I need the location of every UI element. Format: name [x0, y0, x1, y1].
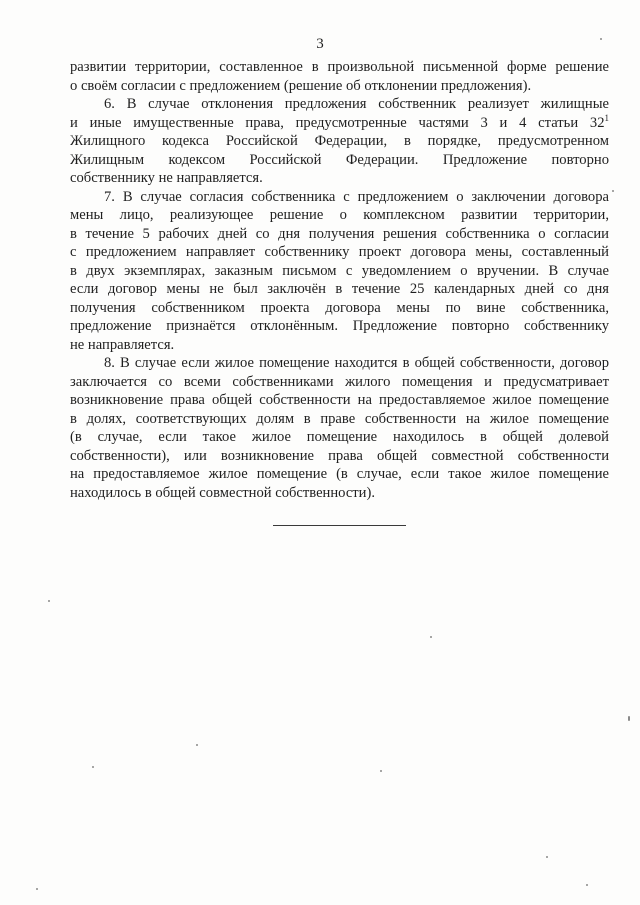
text-line-with-superscript: [70, 114, 609, 133]
text-line: возникновение права общей собственности на предоставляемое жилое помещение: [70, 392, 609, 408]
text-line: Жилищным кодексом Российской Федерации. Предложение повторно: [70, 151, 609, 168]
text-line: 6. В случае отклонения предложения собственник реализует жилищные: [104, 96, 609, 112]
text-line: не направляется.: [70, 336, 175, 353]
scan-speck: [196, 744, 198, 746]
scan-speck: [600, 38, 602, 40]
paragraph-6: [70, 95, 609, 188]
text-line: с предложением направляет собственнику проект договора мены, составленный: [70, 244, 609, 260]
text-line: о своём согласии с предложением (решение об отклонении предложения).: [70, 77, 532, 94]
scan-speck: [546, 856, 548, 858]
text-line: собственнику не направляется.: [70, 170, 263, 186]
text-line: в двух экземплярах, заказным письмом с уведомлением о вручении. В случае: [70, 262, 609, 279]
scan-speck: [48, 600, 50, 602]
text-line: Жилищного кодекса Российской Федерации, в порядке, предусмотренном: [70, 133, 609, 149]
text-line: если договор мены не был заключён в течение 25 календарных дней со дня: [70, 281, 609, 297]
end-of-text-rule: [273, 525, 406, 526]
text-line: мены лицо, реализующее решение о комплексном развитии территории,: [70, 207, 609, 223]
scan-speck: [612, 190, 614, 192]
scan-speck: [380, 770, 382, 772]
text-line: (в случае, если такое жилое помещение находилось в общей долевой: [70, 429, 609, 445]
document-body: [70, 58, 609, 502]
paragraph-8: [70, 354, 609, 502]
scan-speck: [586, 884, 588, 886]
page-number: 3: [316, 36, 324, 52]
text-line: находилось в общей совместной собственности).: [70, 484, 376, 501]
text-line: получения собственником проекта договора мены по вине собственника,: [70, 299, 609, 316]
text-line: на предоставляемое жилое помещение (в случае, если такое жилое помещение: [70, 466, 609, 482]
text-line: собственности), или возникновение права общей совместной собственности: [70, 447, 609, 464]
scan-speck: [36, 888, 38, 890]
paragraph-7: [70, 188, 609, 355]
text-line: 7. В случае согласия собственника с предложением о заключении договора: [104, 188, 609, 205]
text-fragment: и иные имущественные права, предусмотренные частями 3 и 4 статьи 32: [70, 114, 605, 131]
text-line: в течение 5 рабочих дней со дня получения решения собственника о согласии: [70, 225, 609, 242]
text-line: 8. В случае если жилое помещение находится в общей собственности, договор: [104, 355, 609, 371]
scan-speck: [430, 636, 432, 638]
paragraph-5-continuation: [70, 58, 609, 95]
superscript: 1: [604, 112, 609, 123]
text-line: заключается со всеми собственниками жилого помещения и предусматривает: [70, 373, 609, 390]
scan-speck: [92, 766, 94, 768]
text-line: предложение признаётся отклонённым. Предложение повторно собственнику: [70, 318, 609, 334]
text-line: в долях, соответствующих долям в праве собственности на жилое помещение: [70, 410, 609, 427]
scan-speck: [628, 716, 630, 721]
text-line: развитии территории, составленное в произвольной письменной форме решение: [70, 59, 609, 75]
